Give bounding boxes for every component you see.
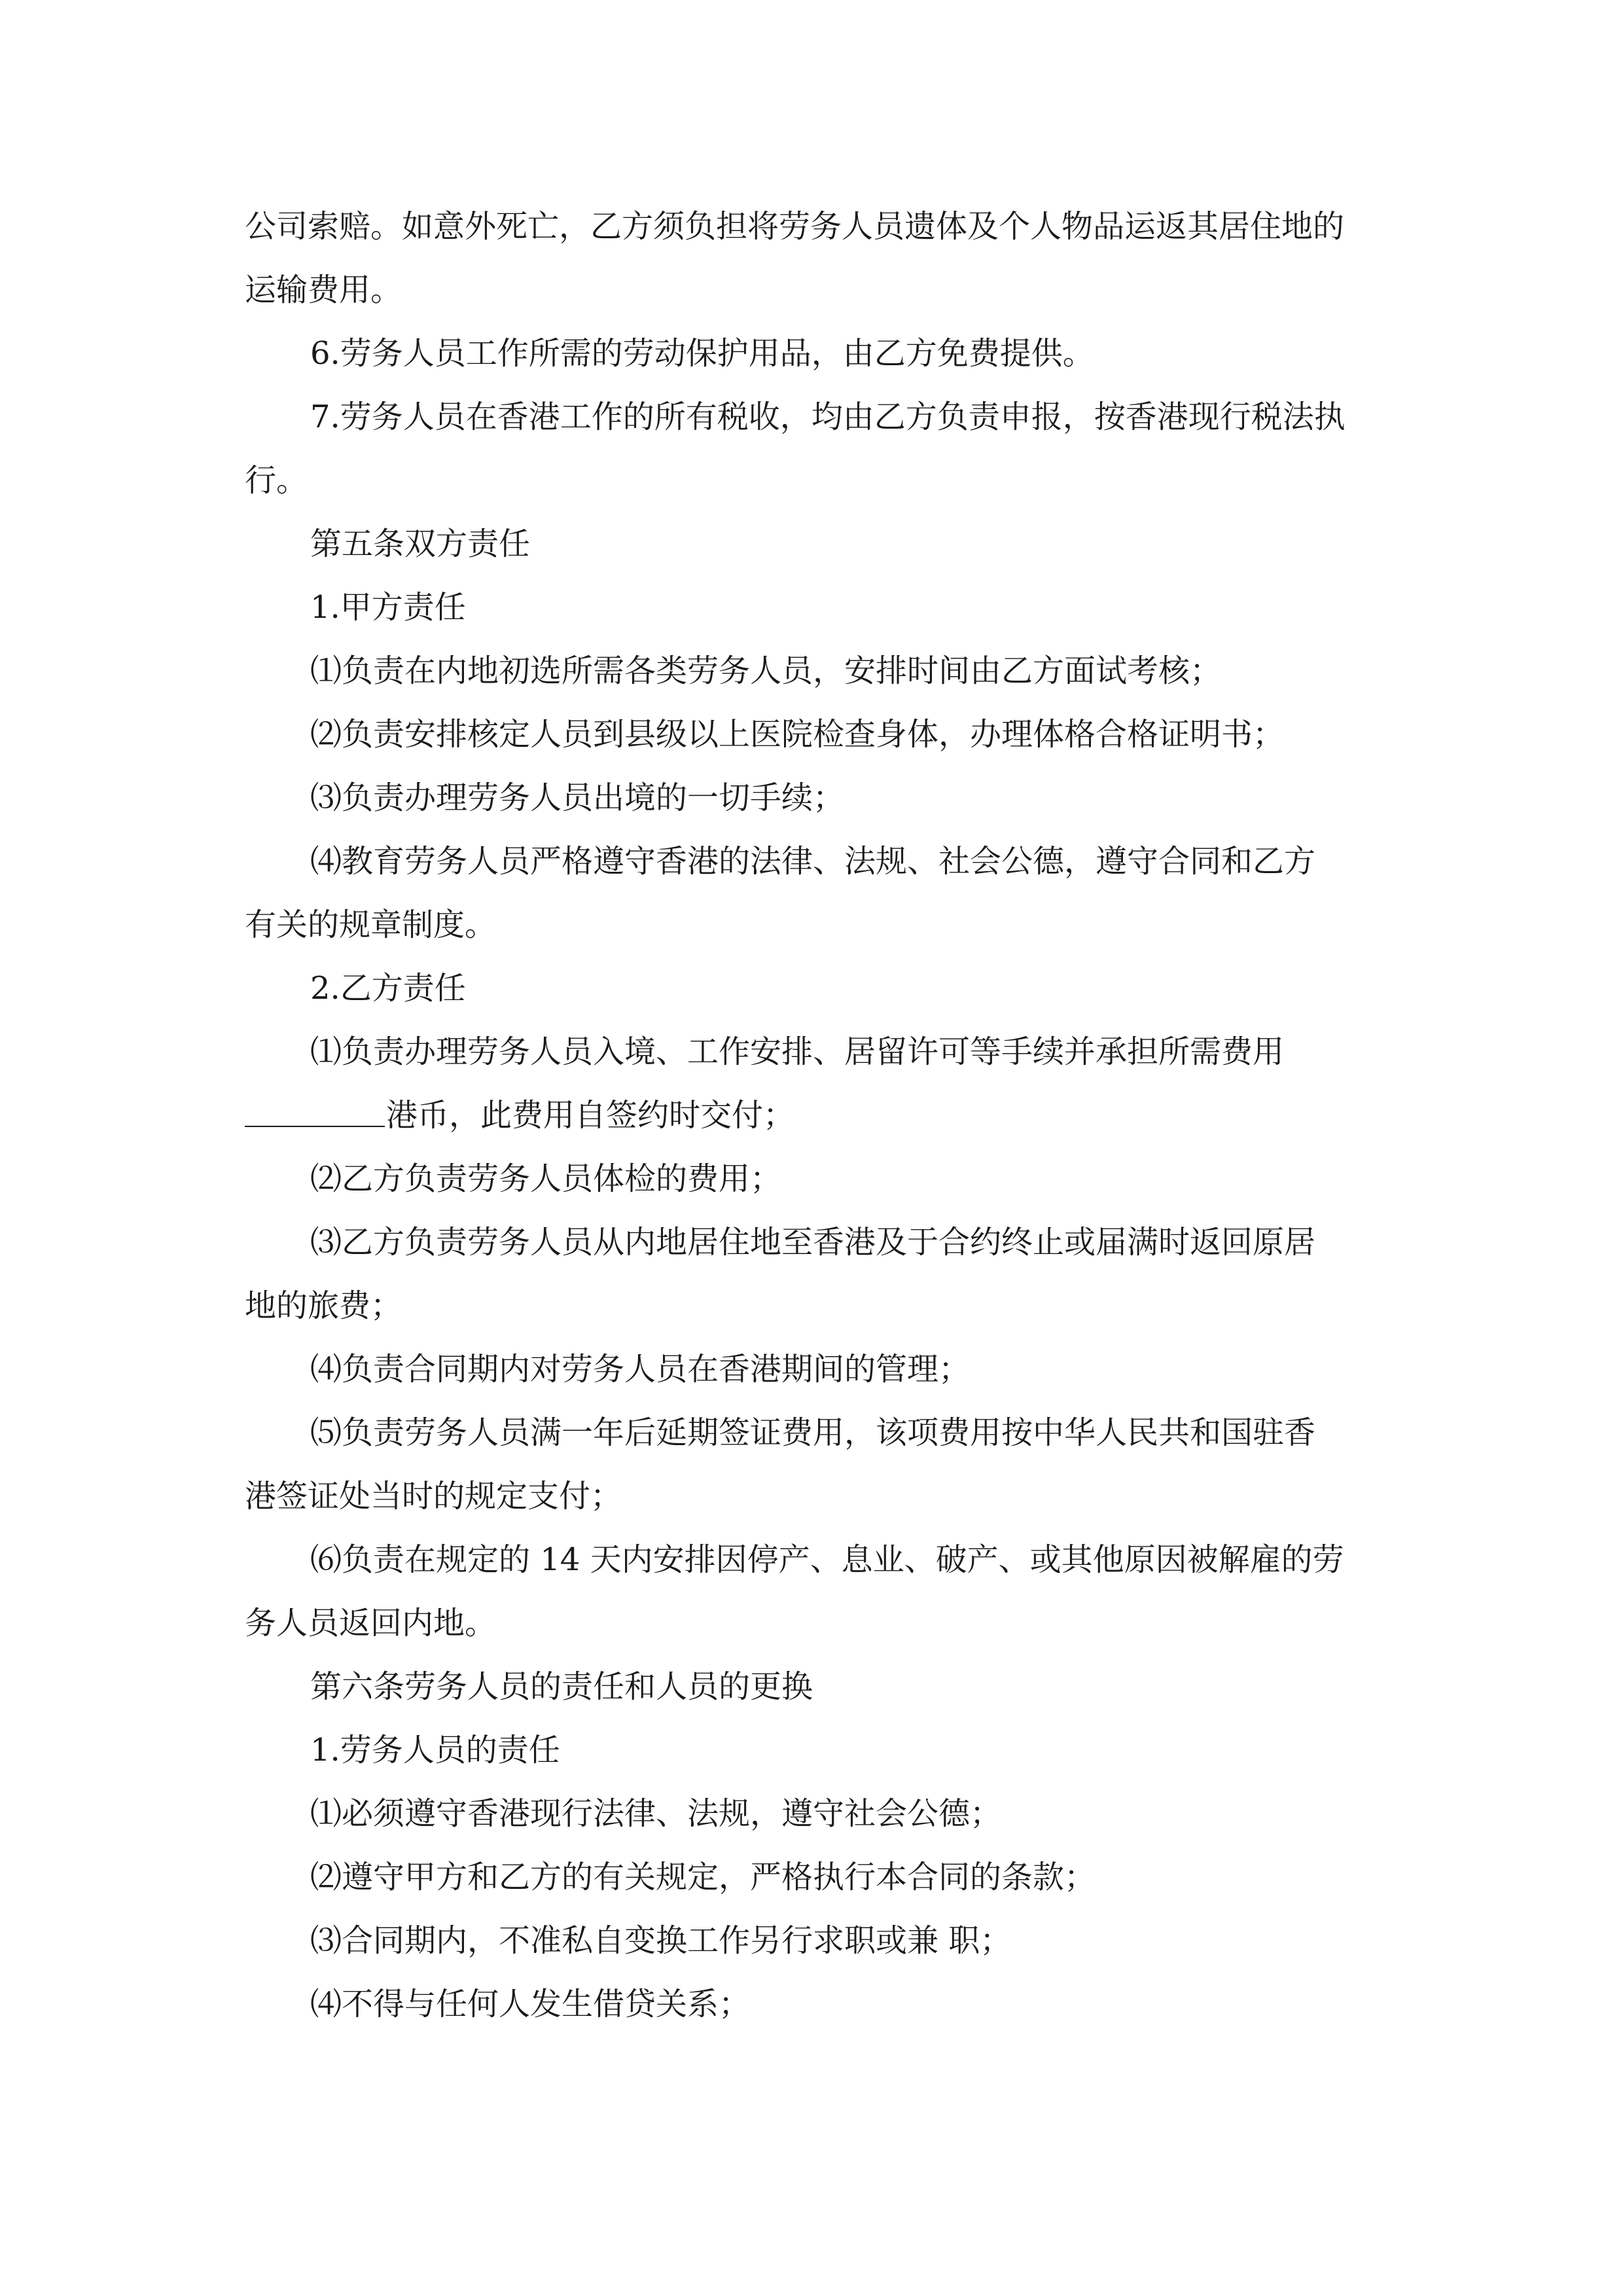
paragraph-line: ⑵乙方负责劳务人员体检的费用； <box>310 1160 782 1197</box>
paragraph-line: ⑶合同期内，不准私自变换工作另行求职或兼 职； <box>310 1922 1012 1959</box>
paragraph-line: 6.劳务人员工作所需的劳动保护用品，由乙方免费提供。 <box>310 335 1094 372</box>
paragraph-line-text: 港币，此费用自签约时交付； <box>386 1097 795 1134</box>
paragraph-line: 港签证处当时的规定支付； <box>245 1478 622 1515</box>
subsection-heading: 2.乙方责任 <box>310 970 466 1007</box>
subsection-heading: 1.甲方责任 <box>310 589 466 626</box>
paragraph-line: 公司索赔。如意外死亡，乙方须负担将劳务人员遗体及个人物品运返其居住地的 <box>245 208 1345 245</box>
document-body <box>245 195 1383 2036</box>
paragraph-line: 务人员返回内地。 <box>245 1605 497 1641</box>
paragraph-line: ⑵遵守甲方和乙方的有关规定，严格执行本合同的条款； <box>310 1859 1096 1895</box>
paragraph-line: ⑵负责安排核定人员到县级以上医院检查身体，办理体格合格证明书； <box>310 716 1285 753</box>
paragraph-line: ⑴负责办理劳务人员入境、工作安排、居留许可等手续并承担所需费用 <box>310 1033 1285 1070</box>
paragraph-line: ⑶负责办理劳务人员出境的一切手续； <box>310 780 845 816</box>
paragraph-line: ⑷负责合同期内对劳务人员在香港期间的管理； <box>310 1351 971 1388</box>
paragraph-line: 7.劳务人员在香港工作的所有税收，均由乙方负责申报，按香港现行税法执 <box>310 399 1346 435</box>
paragraph-line: 行。 <box>245 462 308 499</box>
paragraph-line: ⑸负责劳务人员满一年后延期签证费用，该项费用按中华人民共和国驻香 <box>310 1414 1316 1451</box>
paragraph-line-with-blank <box>245 1084 1383 1147</box>
subsection-heading: 1.劳务人员的责任 <box>310 1732 560 1768</box>
paragraph-line: ⑷教育劳务人员严格遵守香港的法律、法规、社会公德，遵守合同和乙方 <box>310 843 1316 880</box>
fill-in-blank <box>245 1084 385 1127</box>
paragraph-line: ⑴负责在内地初选所需各类劳务人员，安排时间由乙方面试考核； <box>310 653 1222 689</box>
paragraph-line: ⑴必须遵守香港现行法律、法规，遵守社会公德； <box>310 1795 1002 1832</box>
paragraph-line: ⑹负责在规定的 14 天内安排因停产、息业、破产、或其他原因被解雇的劳 <box>310 1541 1344 1578</box>
paragraph-line: 运输费用。 <box>245 272 402 308</box>
paragraph-line: 地的旅费； <box>245 1287 402 1324</box>
paragraph-line: ⑶乙方负责劳务人员从内地居住地至香港及于合约终止或届满时返回原居 <box>310 1224 1316 1261</box>
paragraph-line: 有关的规章制度。 <box>245 906 497 943</box>
paragraph-line: ⑷不得与任何人发生借贷关系； <box>310 1986 751 2022</box>
section-heading: 第六条劳务人员的责任和人员的更换 <box>310 1668 813 1705</box>
section-heading: 第五条双方责任 <box>310 526 531 562</box>
